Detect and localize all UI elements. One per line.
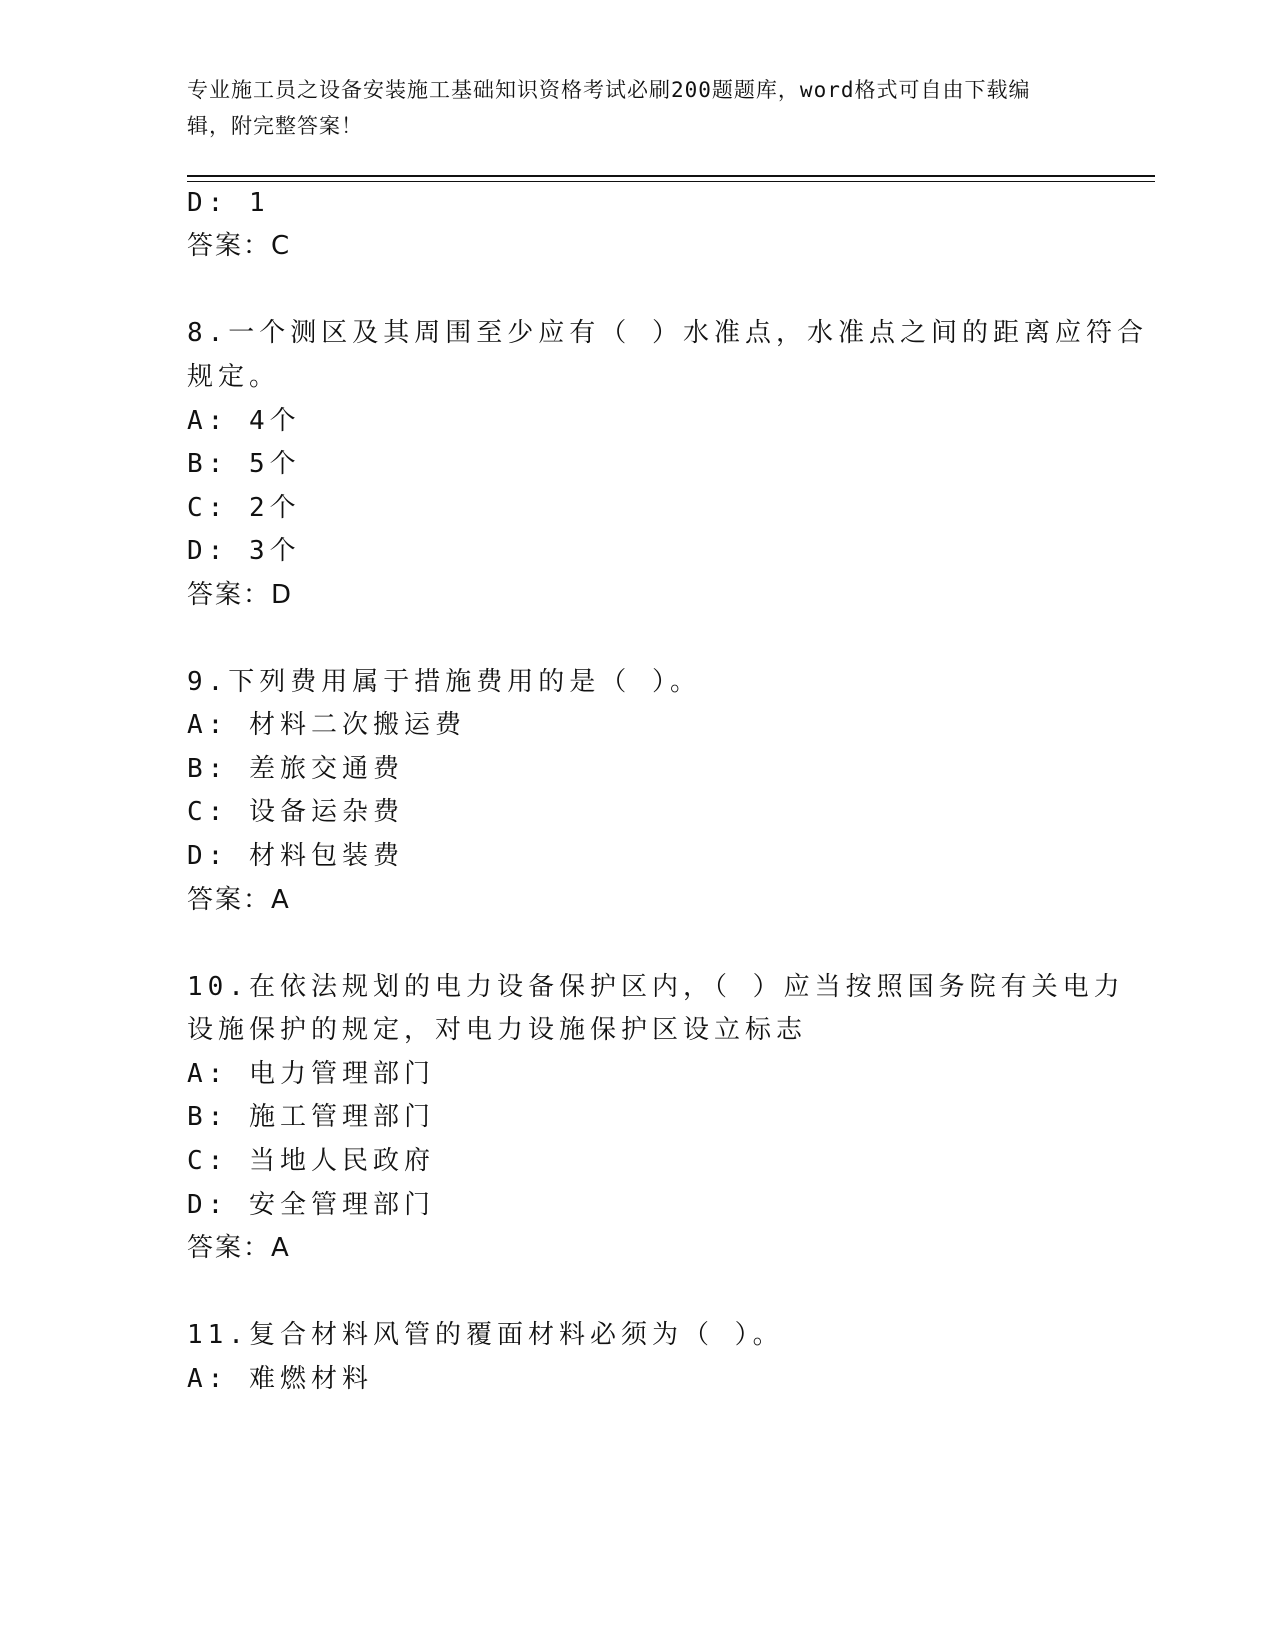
header-divider-thin (187, 181, 1155, 182)
q11-stem-line1: 11.复合材料风管的覆面材料必须为（ ）。 (187, 1320, 784, 1350)
document-header: 专业施工员之设备安装施工基础知识资格考试必刷200题题库，word格式可自由下载编辑，附完整答案！ (187, 78, 1031, 138)
q8-answer: 答案：D (187, 580, 294, 610)
q9-option-a: A: 材料二次搬运费 (187, 710, 466, 740)
q10-option-c: C: 当地人民政府 (187, 1146, 435, 1176)
q8-stem-line2: 规定。 (187, 362, 281, 392)
q8-stem-line1: 8.一个测区及其周围至少应有（ ）水准点，水准点之间的距离应符合 (187, 318, 1148, 348)
q10-option-a: A: 电力管理部门 (187, 1059, 435, 1089)
q9-option-b: B: 差旅交通费 (187, 754, 404, 784)
q10-option-d: D: 安全管理部门 (187, 1190, 435, 1220)
q10-stem-line1: 10.在依法规划的电力设备保护区内，（ ）应当按照国务院有关电力 (187, 972, 1125, 1002)
q8-option-c: C: 2个 (187, 493, 301, 523)
q9-option-d: D: 材料包装费 (187, 841, 404, 871)
q8-option-b: B: 5个 (187, 449, 301, 479)
q10-answer: 答案：A (187, 1233, 291, 1263)
q10-stem-line2: 设施保护的规定，对电力设施保护区设立标志 (187, 1015, 808, 1045)
q11-option-a: A: 难燃材料 (187, 1364, 373, 1394)
header-divider-thick (187, 175, 1155, 177)
prev-answer: 答案：C (187, 231, 292, 261)
q8-option-a: A: 4个 (187, 406, 301, 436)
q9-answer: 答案：A (187, 885, 291, 915)
prev-option-d: D: 1 (187, 188, 270, 218)
q8-option-d: D: 3个 (187, 536, 301, 566)
q10-option-b: B: 施工管理部门 (187, 1102, 435, 1132)
q9-stem-line1: 9.下列费用属于措施费用的是（ ）。 (187, 667, 701, 697)
q9-option-c: C: 设备运杂费 (187, 797, 404, 827)
